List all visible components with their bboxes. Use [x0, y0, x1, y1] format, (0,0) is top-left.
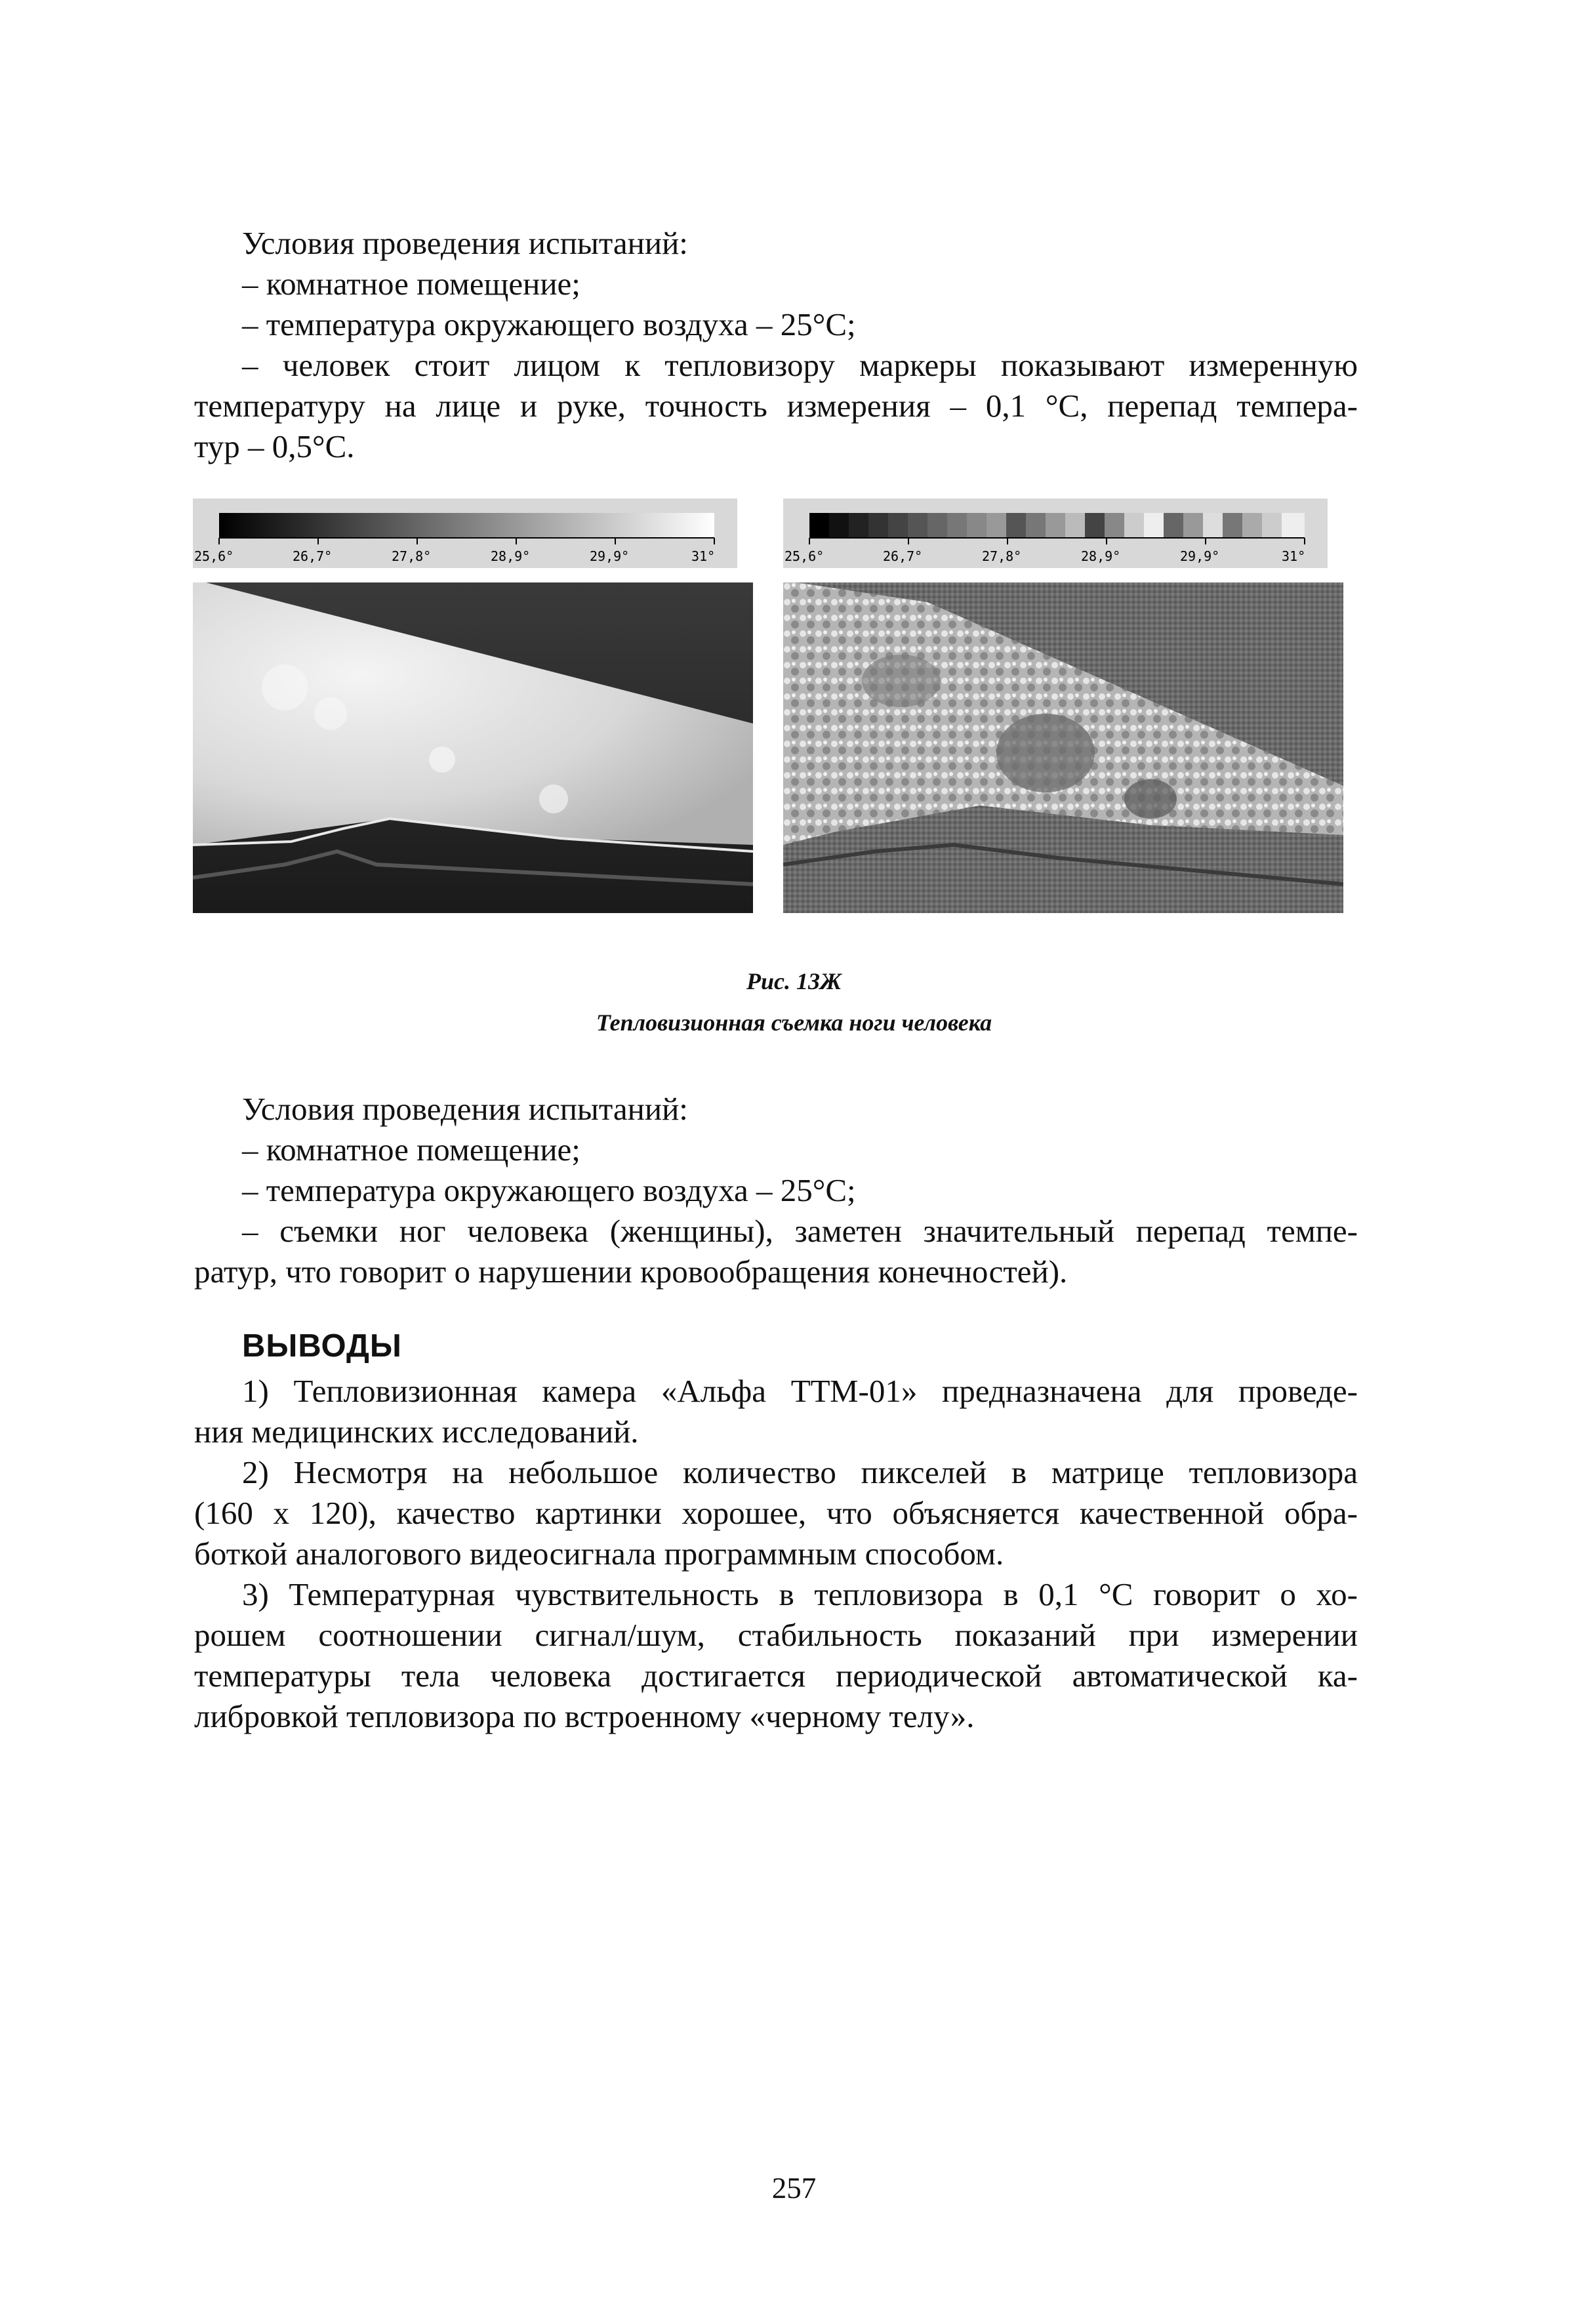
scale-label: 31°: [691, 548, 716, 564]
conclusion-3-line-2: рошем соотношении сигнал/шум, стабильность показаний при измерении: [194, 1617, 1358, 1653]
condition-legs-line-2: ратур, что говорит о нарушении кровообращения конечностей).: [194, 1254, 1068, 1290]
grayscale-bar-left: [193, 499, 737, 568]
condition-legs-line-1: – съемки ног человека (женщины), заметен значительный перепад темпе-: [242, 1213, 1358, 1249]
scale-label: 25,6°: [194, 548, 234, 564]
conclusion-3-line-4: либровкой тепловизора по встроенному «черному телу».: [194, 1698, 975, 1734]
condition-person-line-3: тур – 0,5°С.: [194, 428, 355, 464]
scale-label: 29,9°: [590, 548, 630, 564]
condition-room: – комнатное помещение;: [242, 266, 580, 302]
condition-air-temperature: – температура окружающего воздуха – 25°С;: [242, 306, 856, 342]
temperature-scale-right: [783, 499, 1328, 568]
conclusion-2-line-1: 2) Несмотря на небольшое количество пикселей в матрице тепловизора: [242, 1454, 1358, 1490]
figure-number: Рис. 13Ж: [746, 968, 842, 994]
conclusion-1-line-1: 1) Тепловизионная камера «Альфа ТТМ-01» предназначена для проведе-: [242, 1373, 1358, 1409]
thermal-image-isotherm: [783, 582, 1343, 913]
condition-person-line-2: температуру на лице и руке, точность измерения – 0,1 °С, перепад темпера-: [194, 388, 1358, 424]
conclusion-3-line-1: 3) Температурная чувствительность в тепловизора в 0,1 °С говорит о хо-: [242, 1576, 1358, 1612]
conclusion-2-line-3: боткой аналогового видеосигнала программным способом.: [194, 1536, 1004, 1572]
scale-label: 26,7°: [293, 548, 333, 564]
scale-label: 27,8°: [982, 548, 1022, 564]
conclusions-heading: ВЫВОДЫ: [242, 1328, 402, 1364]
conclusion-2-line-2: (160 х 120), качество картинки хорошее, что объясняется качественной обра-: [194, 1495, 1358, 1531]
figure-title: Тепловизионная съемка ноги человека: [596, 1009, 992, 1036]
conclusion-1-line-2: ния медицинских исследований.: [194, 1414, 639, 1450]
test-conditions-block-1: [194, 223, 1358, 467]
conditions-heading: Условия проведения испытаний:: [242, 225, 688, 261]
scale-label: 25,6°: [784, 548, 825, 564]
scale-label: 29,9°: [1180, 548, 1220, 564]
scale-label: 28,9°: [491, 548, 531, 564]
page-number: 257: [771, 2172, 817, 2205]
scale-label: 26,7°: [883, 548, 923, 564]
condition-room: – комнатное помещение;: [242, 1131, 580, 1168]
conclusion-3-line-3: температуры тела человека достигается периодической автоматической ка-: [194, 1658, 1358, 1694]
temperature-scale-left: [193, 499, 737, 568]
scale-label: 31°: [1282, 548, 1306, 564]
thermal-image-grayscale: [193, 582, 753, 913]
scale-label: 27,8°: [392, 548, 432, 564]
condition-air-temperature: – температура окружающего воздуха – 25°С;: [242, 1172, 856, 1208]
test-conditions-block-2: [194, 1089, 1358, 1292]
condition-person-line-1: – человек стоит лицом к тепловизору маркеры показывают измеренную: [242, 347, 1358, 383]
banded-bar-right: [783, 499, 1328, 568]
conditions-heading: Условия проведения испытаний:: [242, 1091, 688, 1127]
conclusions-list: [194, 1371, 1358, 1737]
scale-label: 28,9°: [1081, 548, 1121, 564]
